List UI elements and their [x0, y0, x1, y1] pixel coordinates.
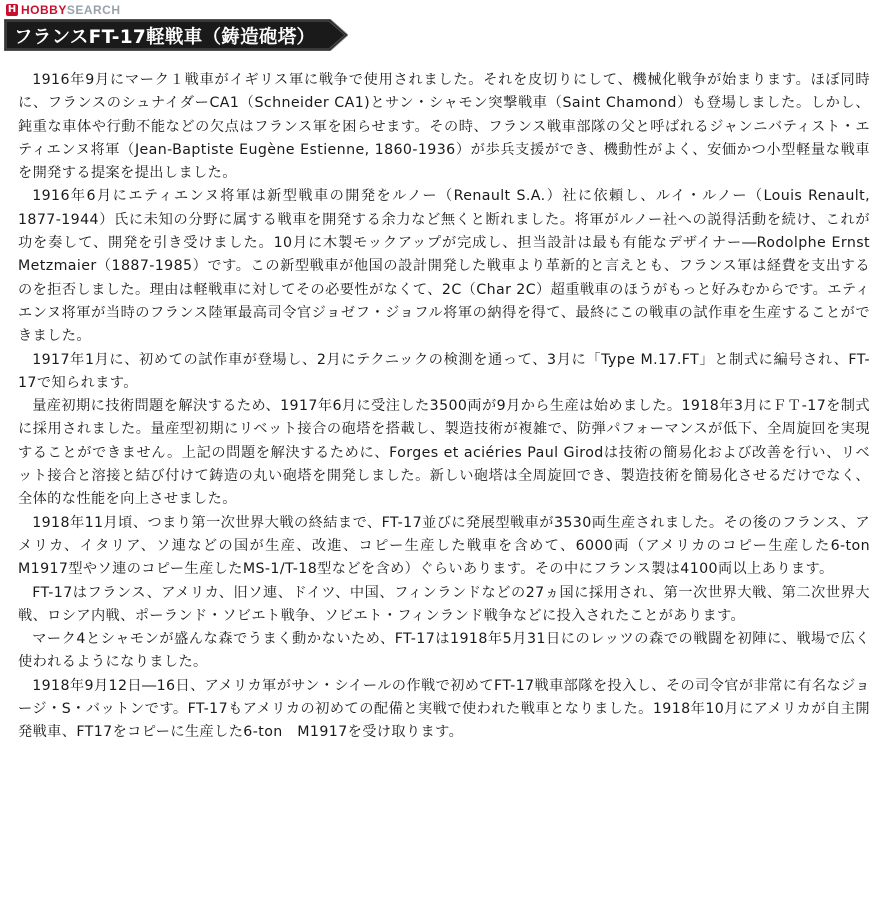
logo-wordmark — [21, 3, 121, 17]
paragraph: 1917年1月に、初めての試作車が登場し、2月にテクニックの検測を通って、3月に「Type M.17.FT」と制式に編号され、FT-17で知られます。 — [18, 351, 870, 391]
paragraph: マーク4とシャモンが盛んな森でうまく動かないため、FT-17は1918年5月31日にのレッツの森での戦闘を初陣に、戦場で広く使われるようになりました。 — [18, 631, 870, 671]
hobby-search-icon: H — [7, 4, 17, 15]
logo-text-search: SEARCH — [66, 3, 121, 17]
paragraph: 1916年6月にエティエンヌ将軍は新型戦車の開発をルノー（Renault S.A.）社に依頼し、ルイ・ルノー（Louis Renault, 1877-1944）氏に未知の分野に属する戦車を開発する余力など無くと断れました。将軍がルノー社への説得活動を続け、これが功を奏して、開発を引き受けました。10月に木製モックアップが完成し、担当設計は最も有能なデザイナー―Rodolphe Ernst Metzmaier（1887-1985）です。この新型戦車が他国の設計開発した戦車より革新的と言えとも、フランス軍は経費を支出するのを拒否しました。理由は軽戦車に対してその必要性がなくて、2C（Char 2C）超重戦車のほうがもっと好みむからです。エティエンヌ将軍が当時のフランス陸軍最高司令官ジョゼフ・ジョフル将軍の納得を得て、最終にこの戦車の試作車を生産することができました。 — [18, 188, 870, 345]
logo-text-hobby: HOBBY — [21, 3, 67, 17]
paragraph: FT-17はフランス、アメリカ、旧ソ連、ドイツ、中国、フィンランドなどの27ヵ国に採用され、第一次世界大戦、第二次世界大戦、ロシア内戦、ポーランド・ソビエト戦争、ソビエト・フィンランド戦争などに投入されたことがあります。 — [18, 584, 870, 624]
paragraph: 1918年11月頃、つまり第一次世界大戦の終結まで、FT-17並びに発展型戦車が3530両生産されました。その後のフランス、アメリカ、イタリア、ソ連などの国が生産、改進、コピー生産した戦車を含めて、6000両（アメリカのコピー生産した6-ton M1917型やソ連のコピー生産したMS-1/T-18型などを含め）ぐらいあります。その中にフランス製は4100両以上あります。 — [18, 514, 885, 578]
paragraph: 1916年9月にマーク１戦車がイギリス軍に戦争で使用されました。それを皮切りにして、機械化戦争が始まります。ほぼ同時に、フランスのシュナイダーCA1（Schneider CA1)とサン・シャモン突撃戦車（Saint Chamond）も登場しました。しかし、鈍重な車体や行動不能などの欠点はフランス軍を困らせます。その時、フランス戦車部隊の父と呼ばれるジャンニバティスト・エティエンヌ将軍（Jean-Baptiste Eugène Estienne, 1860-1936）が歩兵支援ができ、機動性がよく、安価かつ小型軽量な戦車を開発する提案を提出しました。 — [18, 72, 870, 182]
page-title-bar — [4, 19, 348, 51]
paragraph: 1918年9月12日―16日、アメリカ軍がサン・シイールの作戦で初めてFT-17戦車部隊を投入し、その司令官が非常に有名なジョージ・S・バットンです。FT-17もアメリカの初めての配備と実戦で使われた戦車となりました。1918年10月にアメリカが自主開発戦車、FT17をコピーに生産した6-ton M1917を受け取ります。 — [18, 677, 870, 741]
page-title: フランスFT-17軽戦車（鋳造砲塔） — [14, 27, 316, 48]
article-body — [18, 69, 885, 745]
site-logo[interactable] — [6, 3, 121, 17]
paragraph: 量産初期に技術問題を解決するため、1917年6月に受注した3500両が9月から生産は始めました。1918年3月にＦＴ-17を制式に採用されました。量産型初期にリベット接合の砲塔を搭載し、製造技術が複雑で、防弾パフォーマンスが低下、全周旋回を実現することができません。上記の問題を解決するために、Forges et aciéries Paul Girodは技術の簡易化および改善を行い、リベット接合と溶接と結び付けて鋳造の丸い砲塔を開発しました。新しい砲塔は全周旋回でき、製造技術を簡易化させるだけでなく、全体的な性能を向上させました。 — [18, 398, 870, 508]
